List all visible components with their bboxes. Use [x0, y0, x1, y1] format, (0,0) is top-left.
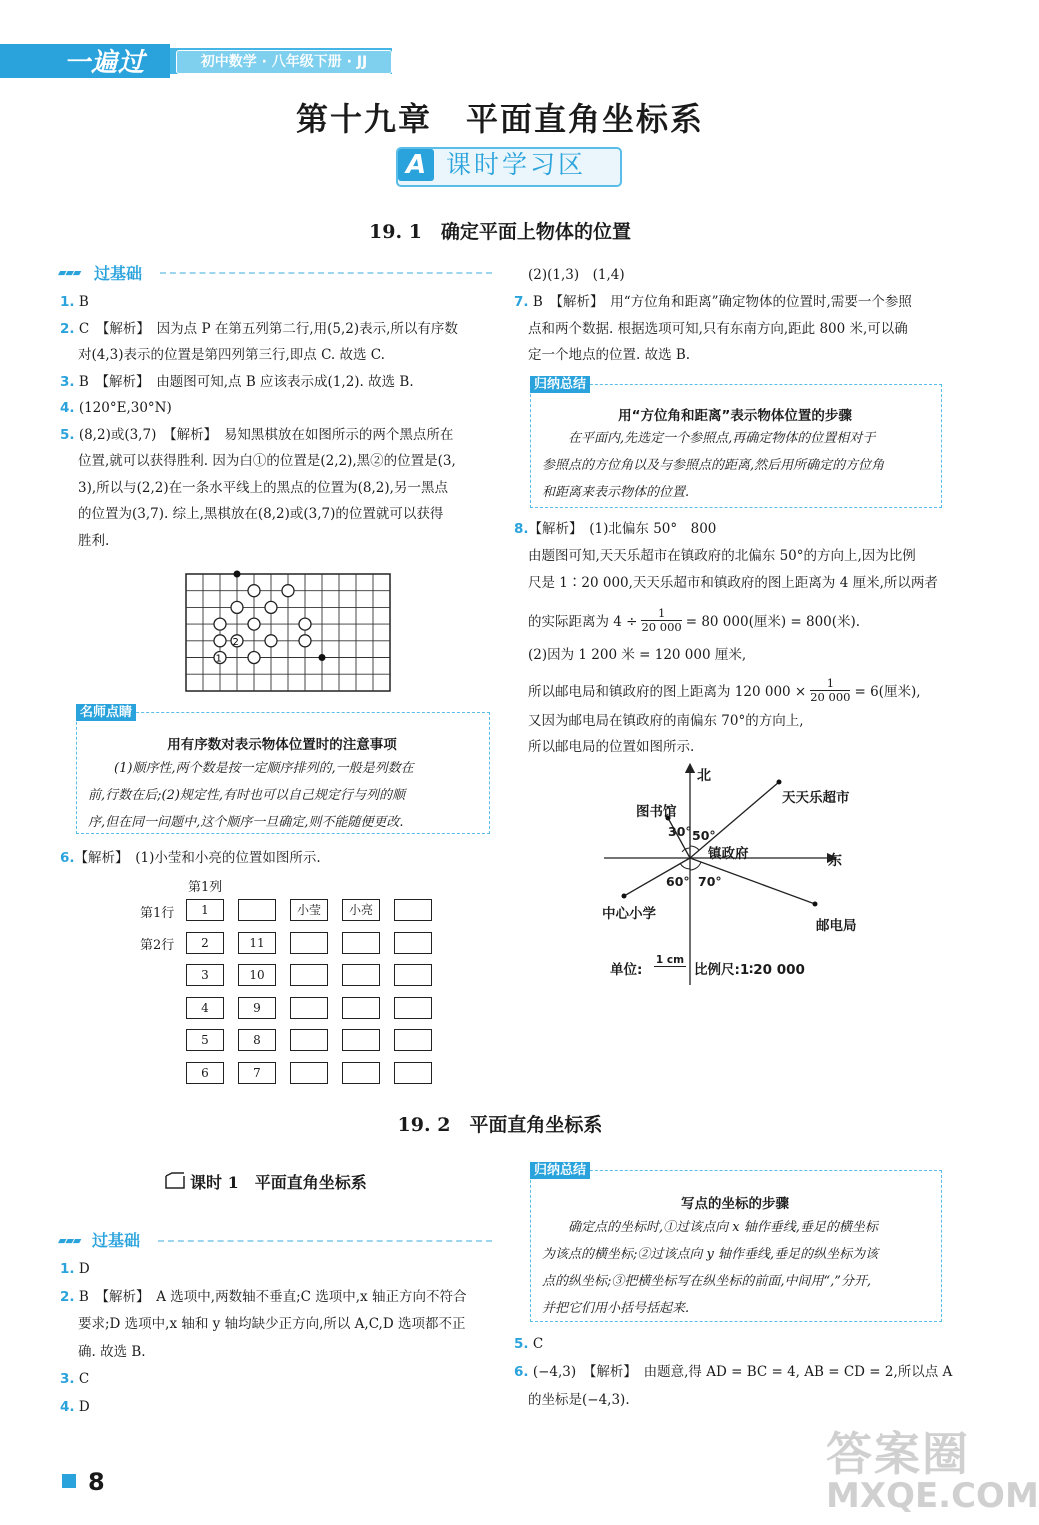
map-supermarket: 天天乐超市 [782, 790, 850, 806]
seat-cell [290, 964, 328, 986]
summary-tag-2: 归纳总结 [530, 1162, 590, 1179]
basics-icon-2: ▰▰▰ [58, 1234, 81, 1247]
seat-cell: 小亮 [342, 899, 380, 921]
seat-cell: 8 [238, 1029, 276, 1051]
s2-answer-4: 4. D [60, 1398, 90, 1415]
seat-row2-label: 第2行 [140, 938, 175, 953]
map-unit-bar: 1 cm [655, 954, 685, 966]
answer-4: 4. (120°E,30°N) [60, 400, 172, 416]
chapter-title: 第十九章 平面直角坐标系 [295, 100, 704, 138]
map-post: 邮电局 [816, 918, 857, 934]
s2-answer-3: 3. C [60, 1371, 90, 1387]
basics-heading: 过基础 [94, 264, 143, 283]
seat-cell: 10 [238, 964, 276, 986]
watermark-url: MXQE.COM [826, 1476, 1039, 1516]
basics-divider [160, 272, 492, 274]
brand-logo: 一遍过 [64, 48, 146, 78]
seat-cell: 6 [186, 1062, 224, 1084]
map-angle-70: 70° [698, 874, 722, 889]
seat-cell [342, 1062, 380, 1084]
answer-8: 8.【解析】 (1)北偏东 50° 800 由题图可知,天天乐超市在镇政府的北偏东 50°的方向上,因为比例 尺是 1∶20 000,天天乐超市和镇政府的图上距离为 4 厘米,所以两者 的实际距离为 4 ÷ $\frac{1}{20 000}$ = 80 000(厘米) = 800(米). (2)因为 1 200 米 = 120 000 厘米, 所以邮电局和镇政府的图上距离为 120 000 × $\frac{1}{20 000}$ = 6(厘米), 又因为邮电局在镇政府的南偏东 70°的方向上, 所以邮电局的位置如图所示. [514, 521, 938, 755]
seat-cell [394, 899, 432, 921]
seat-cell [394, 1029, 432, 1051]
page-marker [62, 1474, 76, 1488]
seat-cell: 小莹 [290, 899, 328, 921]
map-library: 图书馆 [636, 804, 677, 820]
map-scale: 比例尺:1∶20 000 [694, 962, 805, 978]
teacher-tip-title: 用有序数对表示物体位置时的注意事项 [167, 737, 397, 753]
seat-cell: 2 [186, 932, 224, 954]
watermark-text: 答案圈 [826, 1427, 970, 1481]
map-school: 中心小学 [602, 906, 656, 922]
seat-cell [290, 932, 328, 954]
svg-text:2: 2 [232, 636, 239, 648]
seat-col-label: 第1列 [188, 880, 223, 895]
subject-label: 初中数学 · 八年级下册 · JJ [176, 50, 392, 74]
answer-6-cont: (2)(1,3) (1,4) [528, 267, 625, 283]
seat-cell [342, 997, 380, 1019]
sec1-left-answers: 1. B 2. C 【解析】 因为点 P 在第五列第二行,用(5,2)表示,所以有序数 对(4,3)表示的位置是第四列第三行,即点 C. 故选 C. 3. B 【解析】 由题图可知,点 B 应该表示成(1,2). 故选 B. 4. (120°E,30°N) 5. (8,2)或(3,7) 【解析】 易知黑棋放在如图所示的两个黑点所在 位置,就可以获得胜利. 因为白①的位置是(2,2),黑②的位置是(3, 3),所以与(2,2)在一条水平线上的黑点的位置为(8,2),另一黑点 的位置为(3,7). 综上,黑棋放在(8,2)或(3,7)的位置就可以获得 胜利. [60, 289, 508, 554]
answer-7: 7. B 【解析】 用“方位角和距离”确定物体的位置时,需要一个参照 点和两个数据. 根据选项可知,只有东南方向,距此 800 米,可以确 定一个地点的位置. 故选 B. [514, 294, 912, 363]
answer-3: 3. B 【解析】 由题图可知,点 B 应该表示成(1,2). 故选 B. [60, 373, 414, 390]
lesson-title: 课时 1 平面直角坐标系 [190, 1173, 367, 1192]
answer-2: 2. C 【解析】 因为点 P 在第五列第二行,用(5,2)表示,所以有序数 [60, 320, 458, 337]
teacher-tip-tag: 名师点睛 [76, 704, 136, 721]
summary-title-1: 用“方位角和距离”表示物体位置的步骤 [618, 408, 852, 424]
seat-row1-label: 第1行 [140, 906, 175, 921]
map-angle-30: 30° [668, 824, 692, 839]
s2-answer-1: 1. D [60, 1261, 90, 1277]
basics-divider-2 [158, 1240, 492, 1242]
seat-cell [394, 1062, 432, 1084]
summary-title-2: 写点的坐标的步骤 [681, 1196, 789, 1212]
seat-cell [342, 1029, 380, 1051]
map-east: 东 [828, 853, 842, 869]
seat-cell [290, 997, 328, 1019]
sec2-right-answers: 5. C 6. (−4,3) 【解析】 由题意,得 AD = BC = 4, AB = CD = 2,所以点 A 的坐标是(−4,3). [514, 1330, 964, 1414]
map-north: 北 [697, 768, 711, 784]
seat-cell: 3 [186, 964, 224, 986]
seat-cell [238, 899, 276, 921]
seat-cell: 1 [186, 899, 224, 921]
seat-cell: 5 [186, 1029, 224, 1051]
map-center: 镇政府 [708, 846, 749, 862]
zone-letter: A [398, 149, 434, 181]
summary-tag-1: 归纳总结 [530, 376, 590, 393]
seat-cell [394, 964, 432, 986]
s2-answer-6: 6. (−4,3) 【解析】 由题意,得 AD = BC = 4, AB = CD = 2,所以点 A [514, 1364, 953, 1380]
svg-text:1: 1 [215, 653, 222, 665]
basics-heading-2: 过基础 [92, 1231, 141, 1250]
summary-body-2: 确定点的坐标时,①过该点向 x 轴作垂线,垂足的横坐标 为该点的横坐标;②过该点向 y 轴作垂线,垂足的纵坐标为该 点的纵坐标;③把横坐标写在纵坐标的前面,中间用“,”分开, 并把它们用小括号括起来. [542, 1220, 879, 1316]
teacher-tip-body: (1)顺序性,两个数是按一定顺序排列的,一般是列数在 前,行数在后;(2)规定性,有时也可以自己规定行与列的顺 序,但在同一问题中,这个顺序一旦确定,则不能随便更改. [88, 761, 414, 830]
map-angle-60: 60° [666, 874, 690, 889]
seat-cell [342, 932, 380, 954]
seat-cell [342, 964, 380, 986]
seat-cell: 9 [238, 997, 276, 1019]
summary-body-1: 在平面内,先选定一个参照点,再确定物体的位置相对于 参照点的方位角以及与参照点的距离,然后用所确定的方位角 和距离来表示物体的位置. [542, 431, 885, 500]
answer-1: 1. B [60, 294, 89, 310]
map-angle-50: 50° [692, 828, 716, 843]
seat-cell [394, 997, 432, 1019]
lesson-icon [164, 1172, 186, 1190]
seat-cell: 7 [238, 1062, 276, 1084]
section-title-19-2: 19. 2 平面直角坐标系 [397, 1114, 603, 1136]
seat-cell [290, 1029, 328, 1051]
page-number: 8 [88, 1468, 105, 1496]
s2-answer-5: 5. C [514, 1336, 544, 1352]
sec2-left-answers: 1. D 2. B 【解析】 A 选项中,两数轴不垂直;C 选项中,x 轴正方向不符合 要求;D 选项中,x 轴和 y 轴均缺少正方向,所以 A,C,D 选项都不正 确. 故选 B. 3. C 4. D [60, 1256, 508, 1421]
seat-cell: 11 [238, 932, 276, 954]
seat-cell [394, 932, 432, 954]
zone-label: 课时学习区 [446, 150, 587, 179]
answer-5: 5. (8,2)或(3,7) 【解析】 易知黑棋放在如图所示的两个黑点所在 [60, 426, 454, 443]
section-title-19-1: 19. 1 确定平面上物体的位置 [369, 221, 631, 243]
s2-answer-2: 2. B 【解析】 A 选项中,两数轴不垂直;C 选项中,x 轴正方向不符合 [60, 1288, 467, 1305]
seat-cell: 4 [186, 997, 224, 1019]
basics-icon: ▰▰▰ [58, 266, 81, 279]
answer-6: 6.【解析】 (1)小莹和小亮的位置如图所示. [60, 850, 321, 866]
map-unit-label: 单位: [610, 962, 643, 978]
seat-cell [290, 1062, 328, 1084]
go-board-figure [184, 572, 392, 694]
